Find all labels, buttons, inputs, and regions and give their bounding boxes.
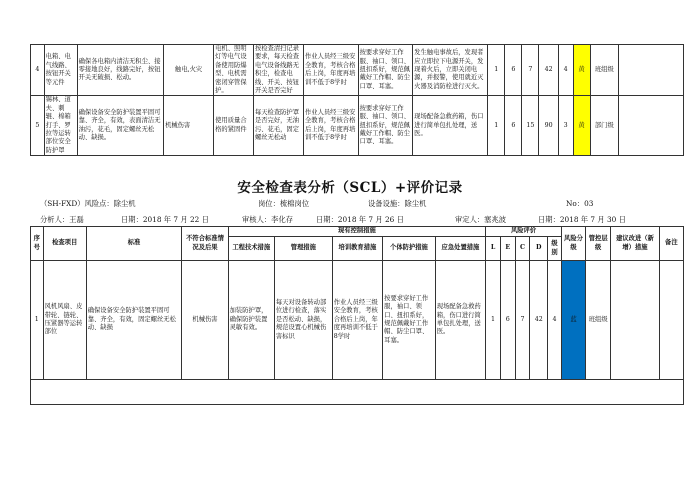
col-header-no: 序号 [31,227,44,261]
col-header-emergency: 应急处置措施 [435,237,485,261]
e-value: 6 [500,261,515,380]
training-cell: 作业人员经三级安全教育，考核合格后上岗，年度再培训不低于8学时 [303,45,358,96]
standard-cell: 确保设备安全防护装置平固可靠、齐全，有效，固定螺丝无松动、缺损 [86,261,182,380]
col-header-remark: 备注 [659,227,683,261]
table-row [31,261,684,380]
table-row [31,96,684,156]
review-date: 日期：2018 年 7 月 26 日 [316,215,404,224]
col-header-l: L [486,237,501,261]
d-value: 42 [530,261,548,380]
engineering-cell: 使用质量合格的紧固件 [214,96,254,156]
e-value: 6 [505,96,522,156]
control-level: 班组级 [590,45,618,96]
emergency-cell: 现场配备急救药箱，伤口进行简单包扎处理，送医。 [435,261,485,380]
hazard-cell: 机械伤害 [182,261,228,380]
row-number: 5 [31,96,45,156]
suggestion-cell [619,45,684,96]
suggestion-cell [611,261,659,380]
col-header-suggestion: 建议改进（新增）措施 [611,227,659,261]
col-header-item: 检查项目 [43,227,86,261]
col-header-level: 级别 [548,237,562,261]
sheet-number: No：03 [566,199,594,208]
risk-point-code: （SH-FXD）风险点：除尘机 [40,199,136,208]
col-header-risk-grade: 风险分级 [561,227,585,261]
risk-grade-badge: 黄 [573,45,590,96]
col-header-standard: 标准 [86,227,182,261]
c-value: 7 [522,45,539,96]
col-header-current-measures: 现有控制措施 [228,227,486,237]
level-value: 4 [548,261,562,380]
post-label: 岗位：梳棉岗位 [258,199,310,208]
engineering-cell: 加装防护罩，确保防护装置灵敏有效。 [228,261,274,380]
training-cell: 作业人员经三级安全教育，考核合格后上岗，年度再培训不低于8学时 [332,261,382,380]
check-item: 风机风扇、皮带轮、链轮、压紧器等运转部位 [43,261,86,380]
risk-grade-badge: 黄 [573,96,590,156]
engineering-cell: 电机、照明灯等电气设备使用防爆型、电机需密闭穿管保护。 [214,45,254,96]
remark-cell [659,261,683,380]
col-header-training: 培训教育措施 [332,237,382,261]
col-header-engineering: 工程技术措施 [228,237,274,261]
l-value: 1 [488,96,505,156]
row-number: 4 [31,45,45,96]
col-header-evaluation: 风险评价 [486,227,562,237]
empty-row [31,380,684,405]
col-header-control-level: 管控层级 [586,227,611,261]
hazard-cell: 触电,火灾 [164,45,214,96]
d-value: 90 [539,96,558,156]
col-header-management: 管理措施 [274,237,332,261]
check-item: 电箱、电气线路、按钮开关等元件 [44,45,77,96]
ppe-cell: 按要求穿好工作服、袖口、领口、扭扣系好，规范佩戴好工作帽、防尘口罩、耳塞。 [358,96,413,156]
emergency-cell: 现场配备急救药箱，伤口进行简单包扎处理，送医。 [413,96,488,156]
training-cell: 作业人员经三级安全教育，考核合格后上岗，年度再培训不低于8学时 [303,96,358,156]
scl-table [30,226,684,405]
analysis-date: 日期：2018 年 7 月 22 日 [121,215,209,224]
col-header-d: D [530,237,548,261]
hazard-cell: 机械伤害 [164,96,214,156]
page-title: 安全检查表分析（SCL）+评价记录 [237,180,463,196]
emergency-cell: 发生触电事故后，发现者应立即拉下电源开关，发现着火后，立即关闭电源，并报警，使用就近灭火器及消防栓进行灭火。 [413,45,488,96]
c-value: 15 [522,96,539,156]
l-value: 1 [488,45,505,96]
empty-cell [31,380,684,405]
l-value: 1 [486,261,501,380]
ppe-cell: 按要求穿好工作服，袖口、领口、扭扣系好，规范佩戴好工作帽、防尘口罩、耳塞。 [383,261,436,380]
level-value: 3 [558,96,573,156]
analyst-label: 分析人：王磊 [40,215,84,224]
risk-grade-badge: 蓝 [561,261,585,380]
control-level: 部门级 [590,96,618,156]
table-row [31,45,684,96]
management-cell: 按检查清扫记录要求，每天检查电气设备线路无积尘，检查电线、开关、按钮开关是否完好 [253,45,303,96]
standard-cell: 确保设备安全防护装置平固可靠、齐全，有效，表面清洁无油污，花毛，固定螺丝无松动、缺损。 [77,96,163,156]
ppe-cell: 按要求穿好工作服、袖口、领口、扭扣系好，规范佩戴好工作帽、防尘口罩、耳塞。 [358,45,413,96]
e-value: 6 [505,45,522,96]
row-number: 1 [31,261,44,380]
col-header-ppe: 个体防护措施 [383,237,436,261]
approver-label: 审定人：塞兆波 [455,215,507,224]
standard-cell: 确保各电箱内清洁无积尘、接零接地良好，线路完好，按钮开关无破损、松动。 [77,45,163,96]
level-value: 4 [558,45,573,96]
facility-label: 设备设施：除尘机 [368,199,427,208]
header-row [31,227,684,237]
reviewer-label: 审核人：李化存 [242,215,294,224]
col-header-nonconform: 不符合标准情况及后果 [182,227,228,261]
col-header-e: E [500,237,515,261]
approval-date: 日期：2018 年 7 月 30 日 [538,215,626,224]
col-header-c: C [515,237,530,261]
top-risk-table [30,44,684,156]
control-level: 班组级 [586,261,611,380]
management-cell: 每天检查防护罩是否完好，无油污、花毛，固定螺丝无松动 [253,96,303,156]
c-value: 7 [515,261,530,380]
management-cell: 每天对设备转动部位进行检查，落实是否松动、缺损，规范设置心机械伤害标识 [274,261,332,380]
check-item: 锡林、道夫、刺辊、棉箱打手、罗拉等运转部位安全防护罩 [44,96,77,156]
suggestion-cell [619,96,684,156]
d-value: 42 [539,45,558,96]
